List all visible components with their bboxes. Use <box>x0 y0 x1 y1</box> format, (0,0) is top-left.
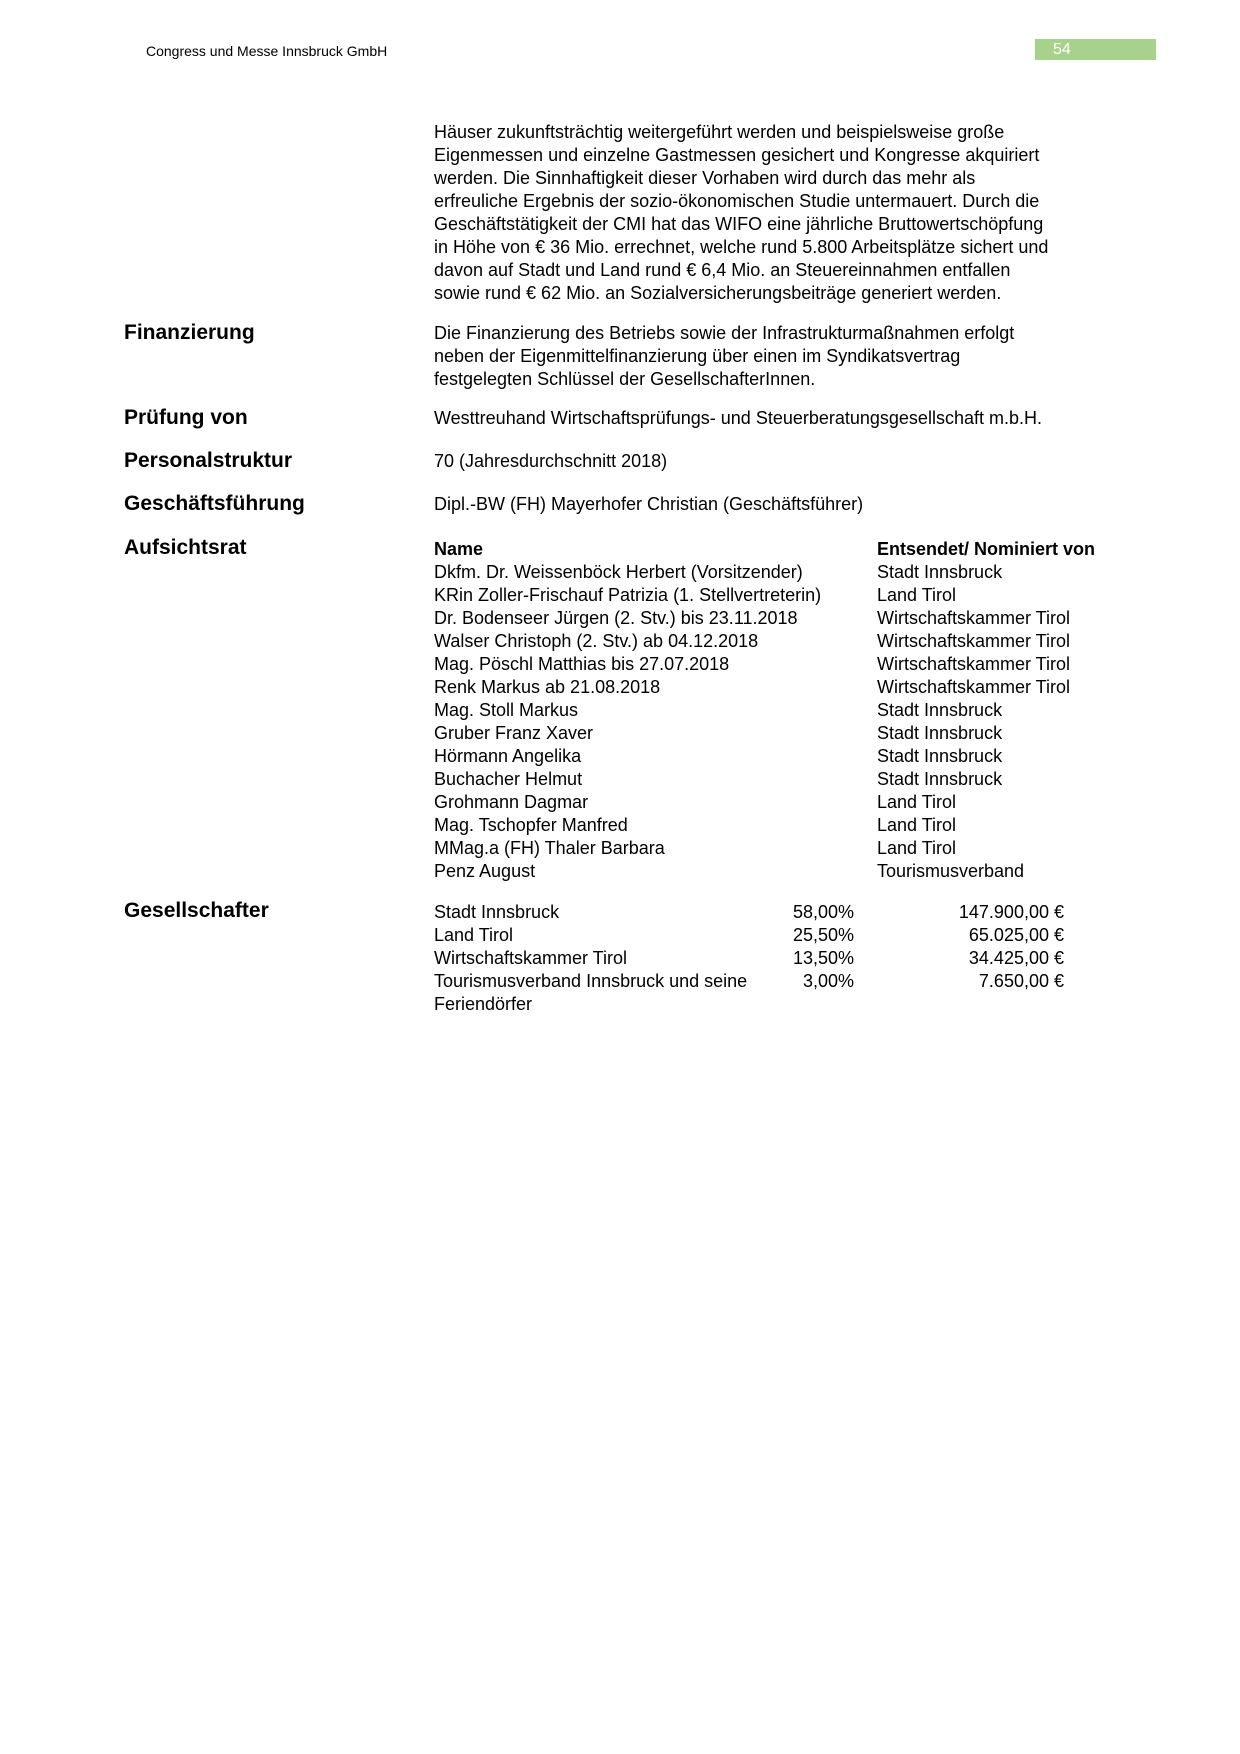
finanzierung-heading: Finanzierung <box>124 321 255 344</box>
gesellschafter-table <box>434 901 1064 1016</box>
intro-line: Geschäftstätigkeit der CMI hat das WIFO eine jährliche Bruttowertschöpfung <box>434 214 1044 234</box>
column-header-name: Name <box>434 539 484 559</box>
table-row <box>434 970 1064 1016</box>
table-row <box>434 676 1095 699</box>
member-from: Land Tirol <box>877 585 957 605</box>
intro-line: sowie rund € 62 Mio. an Sozialversicherungsbeiträge generiert werden. <box>434 283 1002 303</box>
table-row <box>434 630 1095 653</box>
aufsichtsrat-heading: Aufsichtsrat <box>124 536 247 559</box>
member-from: Land Tirol <box>877 792 957 812</box>
gesellschafter-heading: Gesellschafter <box>124 899 269 922</box>
member-from: Stadt Innsbruck <box>877 562 1003 582</box>
pruefung-value: Westtreuhand Wirtschaftsprüfungs- und Steuerberatungsgesellschaft m.b.H. <box>434 408 1042 428</box>
aufsichtsrat-table <box>434 538 1095 883</box>
intro-line: in Höhe von € 36 Mio. errechnet, welche rund 5.800 Arbeitsplätze sichert und <box>434 237 1049 257</box>
member-name: Mag. Stoll Markus <box>434 700 579 720</box>
table-row <box>434 745 1095 768</box>
shareholder-percent: 13,50% <box>792 948 854 968</box>
shareholder-name: Wirtschaftskammer Tirol <box>434 948 628 968</box>
member-from: Stadt Innsbruck <box>877 723 1003 743</box>
shareholder-name: Stadt Innsbruck <box>434 902 560 922</box>
table-row <box>434 607 1095 630</box>
personal-heading: Personalstruktur <box>124 449 293 472</box>
finanzierung-line: festgelegten Schlüssel der GesellschafterInnen. <box>434 369 816 389</box>
intro-line: davon auf Stadt und Land rund € 6,4 Mio. an Steuereinnahmen entfallen <box>434 260 1011 280</box>
shareholder-amount: 34.425,00 € <box>968 948 1064 968</box>
shareholder-name: Land Tirol <box>434 925 514 945</box>
member-from: Wirtschaftskammer Tirol <box>877 654 1071 674</box>
member-name: Walser Christoph (2. Stv.) ab 04.12.2018 <box>434 631 759 651</box>
shareholder-amount: 7.650,00 € <box>978 971 1064 991</box>
table-row <box>434 860 1095 883</box>
table-row <box>434 947 1064 970</box>
table-row <box>434 791 1095 814</box>
member-name: MMag.a (FH) Thaler Barbara <box>434 838 665 858</box>
member-from: Land Tirol <box>877 838 957 858</box>
intro-line: Häuser zukunftsträchtig weitergeführt werden und beispielsweise große <box>434 122 1005 142</box>
intro-paragraph <box>434 121 1134 305</box>
shareholder-percent: 58,00% <box>792 902 854 922</box>
member-name: Mag. Tschopfer Manfred <box>434 815 628 835</box>
member-from: Tourismusverband <box>877 861 1025 881</box>
member-name: Dkfm. Dr. Weissenböck Herbert (Vorsitzender) <box>434 562 803 582</box>
member-name: Penz August <box>434 861 536 881</box>
shareholder-percent: 25,50% <box>792 925 854 945</box>
member-name: Mag. Pöschl Matthias bis 27.07.2018 <box>434 654 730 674</box>
member-name: Grohmann Dagmar <box>434 792 589 812</box>
member-from: Land Tirol <box>877 815 957 835</box>
finanzierung-line: Die Finanzierung des Betriebs sowie der Infrastrukturmaßnahmen erfolgt <box>434 323 1015 343</box>
table-row <box>434 768 1095 791</box>
member-from: Wirtschaftskammer Tirol <box>877 677 1071 697</box>
table-row <box>434 584 1095 607</box>
intro-line: Eigenmessen und einzelne Gastmessen gesichert und Kongresse akquiriert <box>434 145 1040 165</box>
member-from: Stadt Innsbruck <box>877 769 1003 789</box>
page-number-badge: 54 <box>1035 39 1156 60</box>
pruefung-heading: Prüfung von <box>124 406 248 429</box>
header-company-name: Congress und Messe Innsbruck GmbH <box>146 43 388 59</box>
shareholder-amount: 65.025,00 € <box>968 925 1064 945</box>
geschaeftsfuehrung-value: Dipl.-BW (FH) Mayerhofer Christian (Geschäftsführer) <box>434 494 864 514</box>
finanzierung-text <box>434 322 1134 391</box>
personal-value: 70 (Jahresdurchschnitt 2018) <box>434 451 668 471</box>
member-name: Hörmann Angelika <box>434 746 582 766</box>
column-header-from: Entsendet/ Nominiert von <box>877 539 1096 559</box>
table-row <box>434 722 1095 745</box>
table-row <box>434 901 1064 924</box>
member-from: Stadt Innsbruck <box>877 746 1003 766</box>
table-row <box>434 653 1095 676</box>
member-name: KRin Zoller-Frischauf Patrizia (1. Stellvertreterin) <box>434 585 822 605</box>
member-name: Dr. Bodenseer Jürgen (2. Stv.) bis 23.11.2018 <box>434 608 798 628</box>
table-row <box>434 924 1064 947</box>
member-name: Buchacher Helmut <box>434 769 583 789</box>
finanzierung-line: neben der Eigenmittelfinanzierung über einen im Syndikatsvertrag <box>434 346 961 366</box>
geschaeftsfuehrung-heading: Geschäftsführung <box>124 492 305 515</box>
shareholder-percent: 3,00% <box>802 971 854 991</box>
table-row <box>434 837 1095 860</box>
member-from: Wirtschaftskammer Tirol <box>877 631 1071 651</box>
shareholder-amount: 147.900,00 € <box>958 902 1064 922</box>
table-row <box>434 561 1095 584</box>
member-from: Stadt Innsbruck <box>877 700 1003 720</box>
member-name: Gruber Franz Xaver <box>434 723 594 743</box>
member-name: Renk Markus ab 21.08.2018 <box>434 677 661 697</box>
member-from: Wirtschaftskammer Tirol <box>877 608 1071 628</box>
aufsichtsrat-header-row <box>434 538 1095 561</box>
intro-line: werden. Die Sinnhaftigkeit dieser Vorhaben wird durch das mehr als <box>434 168 976 188</box>
shareholder-name: Tourismusverband Innsbruck und seine Feriendörfer <box>434 971 748 1014</box>
table-row <box>434 699 1095 722</box>
intro-line: erfreuliche Ergebnis der sozio-ökonomischen Studie untermauert. Durch die <box>434 191 1040 211</box>
table-row <box>434 814 1095 837</box>
